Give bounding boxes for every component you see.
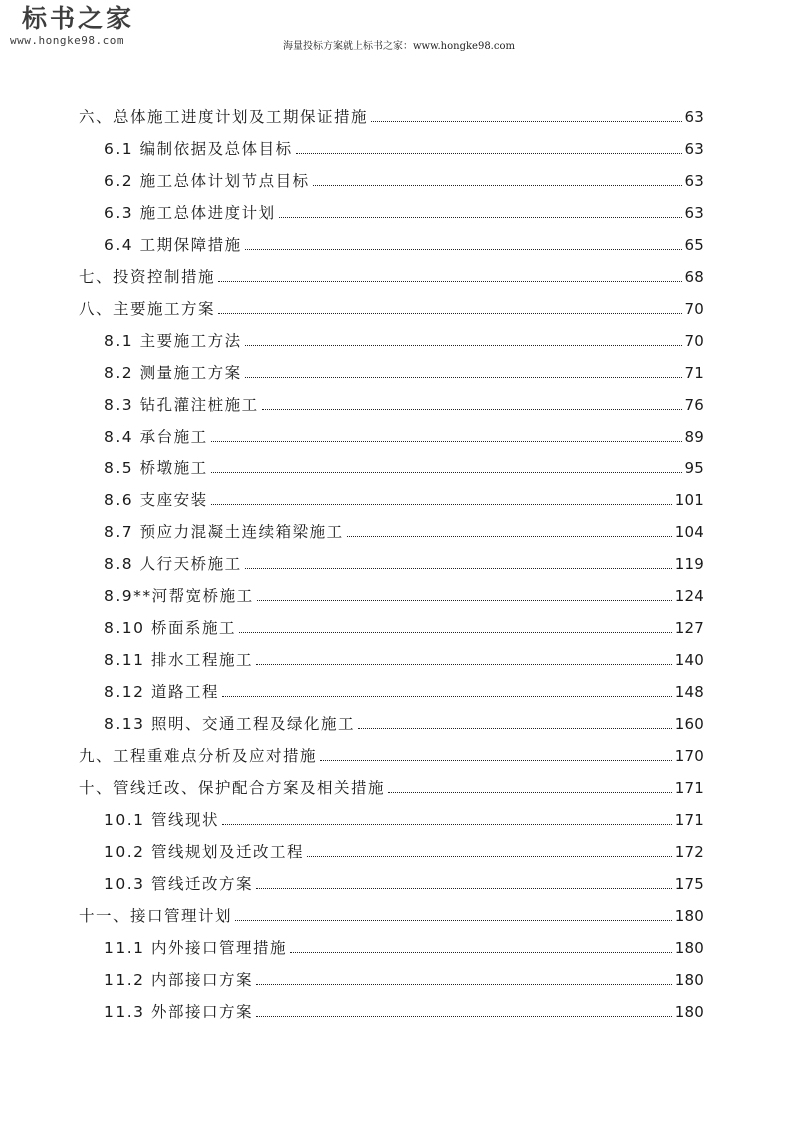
toc-entry-title: 8.1 主要施工方法 bbox=[104, 331, 242, 350]
toc-entry-page-number: 170 bbox=[674, 747, 704, 765]
toc-entry-page-number: 63 bbox=[684, 108, 704, 126]
toc-entry-page-number: 160 bbox=[674, 715, 704, 734]
toc-entry-title: 6.2 施工总体计划节点目标 bbox=[104, 171, 310, 190]
toc-dot-leader bbox=[256, 983, 672, 985]
toc-entry[interactable] bbox=[104, 328, 704, 352]
toc-entry-page-number: 76 bbox=[684, 395, 704, 414]
toc-entry-title: 六、总体施工进度计划及工期保证措施 bbox=[79, 108, 369, 126]
toc-entry[interactable] bbox=[104, 711, 704, 735]
header-slogan: 海量投标方案就上标书之家：www.hongke98.com bbox=[283, 41, 515, 52]
toc-entry[interactable] bbox=[104, 999, 704, 1023]
toc-dot-leader bbox=[347, 535, 672, 537]
toc-dot-leader bbox=[256, 887, 672, 889]
toc-entry[interactable] bbox=[104, 551, 704, 575]
toc-entry-page-number: 89 bbox=[684, 427, 704, 446]
toc-dot-leader bbox=[245, 376, 682, 378]
toc-entry-title: 八、主要施工方案 bbox=[79, 299, 216, 318]
toc-entry[interactable] bbox=[104, 455, 704, 479]
toc-entry-title: 6.1 编制依据及总体目标 bbox=[104, 139, 293, 158]
toc-dot-leader bbox=[245, 344, 682, 346]
toc-dot-leader bbox=[307, 855, 672, 857]
toc-dot-leader bbox=[245, 248, 682, 250]
toc-entry-title: 10.3 管线迁改方案 bbox=[104, 874, 253, 893]
toc-entry-title: 8.11 排水工程施工 bbox=[104, 651, 253, 670]
toc-entry[interactable] bbox=[79, 903, 704, 927]
toc-dot-leader bbox=[313, 184, 682, 186]
toc-entry[interactable] bbox=[104, 967, 704, 991]
toc-entry-page-number: 95 bbox=[684, 459, 704, 478]
toc-entry[interactable] bbox=[104, 647, 704, 671]
toc-dot-leader bbox=[239, 631, 672, 633]
toc-entry-page-number: 71 bbox=[684, 363, 704, 382]
toc-entry[interactable] bbox=[104, 360, 704, 384]
toc-entry-page-number: 172 bbox=[674, 842, 704, 861]
toc-dot-leader bbox=[256, 663, 672, 665]
toc-entry[interactable] bbox=[104, 839, 704, 863]
toc-entry[interactable] bbox=[104, 807, 704, 831]
toc-entry-page-number: 180 bbox=[674, 1002, 704, 1021]
toc-entry-page-number: 68 bbox=[684, 267, 704, 286]
toc-dot-leader bbox=[211, 440, 682, 442]
toc-entry-page-number: 180 bbox=[674, 906, 704, 925]
toc-entry[interactable] bbox=[104, 583, 704, 607]
toc-dot-leader bbox=[235, 919, 672, 921]
toc-dot-leader bbox=[296, 152, 682, 154]
toc-entry-title: 8.13 照明、交通工程及绿化施工 bbox=[104, 715, 355, 734]
toc-entry-title: 11.1 内外接口管理措施 bbox=[104, 938, 287, 957]
toc-entry-title: 十一、接口管理计划 bbox=[79, 906, 233, 925]
toc-entry-page-number: 175 bbox=[674, 874, 704, 893]
toc-entry-title: 8.5 桥墩施工 bbox=[104, 459, 208, 478]
toc-entry[interactable] bbox=[104, 871, 704, 895]
toc-dot-leader bbox=[211, 503, 672, 505]
toc-entry-title: 8.9**河帮宽桥施工 bbox=[104, 587, 254, 606]
toc-entry-title: 11.3 外部接口方案 bbox=[104, 1002, 253, 1021]
toc-entry-title: 8.10 桥面系施工 bbox=[104, 619, 236, 638]
toc-entry[interactable] bbox=[79, 775, 704, 799]
toc-dot-leader bbox=[245, 567, 672, 569]
logo-url: www.hongke98.com bbox=[10, 34, 124, 47]
toc-dot-leader bbox=[262, 408, 682, 410]
toc-entry-title: 十、管线迁改、保护配合方案及相关措施 bbox=[79, 778, 386, 797]
toc-entry-title: 10.2 管线规划及迁改工程 bbox=[104, 842, 304, 861]
toc-dot-leader bbox=[290, 951, 672, 953]
toc-entry-page-number: 104 bbox=[674, 523, 704, 542]
toc-dot-leader bbox=[358, 727, 672, 729]
toc-entry-page-number: 70 bbox=[684, 299, 704, 318]
site-logo bbox=[10, 4, 160, 48]
toc-entry-page-number: 148 bbox=[674, 683, 704, 702]
toc-entry-title: 11.2 内部接口方案 bbox=[104, 970, 253, 989]
toc-dot-leader bbox=[218, 280, 681, 282]
toc-entry-title: 6.3 施工总体进度计划 bbox=[104, 203, 276, 222]
toc-entry-title: 8.3 钻孔灌注桩施工 bbox=[104, 395, 259, 414]
toc-entry-page-number: 63 bbox=[684, 171, 704, 190]
toc-entry-page-number: 63 bbox=[684, 203, 704, 222]
toc-entry-page-number: 65 bbox=[684, 235, 704, 254]
toc-entry-title: 10.1 管线现状 bbox=[104, 810, 219, 829]
toc-entry[interactable] bbox=[104, 679, 704, 703]
toc-entry[interactable] bbox=[104, 392, 704, 416]
toc-dot-leader bbox=[257, 599, 672, 601]
toc-entry-title: 8.2 测量施工方案 bbox=[104, 363, 242, 382]
toc-entry-title: 九、工程重难点分析及应对措施 bbox=[79, 747, 318, 765]
toc-dot-leader bbox=[279, 216, 682, 218]
toc-entry-page-number: 63 bbox=[684, 139, 704, 158]
toc-entry[interactable] bbox=[79, 743, 704, 767]
toc-entry[interactable] bbox=[104, 232, 704, 256]
toc-entry[interactable] bbox=[104, 935, 704, 959]
toc-entry[interactable] bbox=[104, 200, 704, 224]
toc-entry-page-number: 180 bbox=[674, 970, 704, 989]
toc-entry[interactable] bbox=[104, 168, 704, 192]
toc-entry-title: 8.6 支座安装 bbox=[104, 491, 208, 510]
toc-dot-leader bbox=[371, 120, 681, 122]
toc-dot-leader bbox=[222, 823, 672, 825]
toc-entry-page-number: 180 bbox=[674, 938, 704, 957]
toc-dot-leader bbox=[211, 471, 682, 473]
toc-entry-title: 8.7 预应力混凝土连续箱梁施工 bbox=[104, 523, 344, 542]
toc-entry-page-number: 101 bbox=[674, 491, 704, 510]
toc-entry[interactable] bbox=[104, 424, 704, 448]
toc-entry-page-number: 124 bbox=[674, 587, 704, 606]
toc-entry[interactable] bbox=[104, 519, 704, 543]
toc-dot-leader bbox=[222, 695, 672, 697]
toc-entry[interactable] bbox=[79, 104, 704, 128]
toc-dot-leader bbox=[320, 759, 672, 761]
toc-entry-title: 8.8 人行天桥施工 bbox=[104, 555, 242, 574]
toc-entry-page-number: 127 bbox=[674, 619, 704, 638]
toc-entry[interactable] bbox=[79, 264, 704, 288]
toc-dot-leader bbox=[218, 312, 681, 314]
logo-title: 标书之家 bbox=[22, 4, 135, 33]
toc-entry[interactable] bbox=[104, 487, 704, 511]
toc-entry[interactable] bbox=[79, 296, 704, 320]
toc-entry-title: 七、投资控制措施 bbox=[79, 267, 216, 286]
toc-entry-title: 8.12 道路工程 bbox=[104, 683, 219, 702]
toc-entry[interactable] bbox=[104, 136, 704, 160]
toc-entry-page-number: 171 bbox=[674, 778, 704, 797]
toc-dot-leader bbox=[256, 1015, 672, 1017]
toc-entry-title: 6.4 工期保障措施 bbox=[104, 235, 242, 254]
toc-entry-page-number: 140 bbox=[674, 651, 704, 670]
toc-entry-title: 8.4 承台施工 bbox=[104, 427, 208, 446]
toc-entry-page-number: 70 bbox=[684, 331, 704, 350]
toc-entry-page-number: 119 bbox=[674, 555, 704, 574]
toc-entry[interactable] bbox=[104, 615, 704, 639]
toc-entry-page-number: 171 bbox=[674, 810, 704, 829]
toc-dot-leader bbox=[388, 791, 672, 793]
